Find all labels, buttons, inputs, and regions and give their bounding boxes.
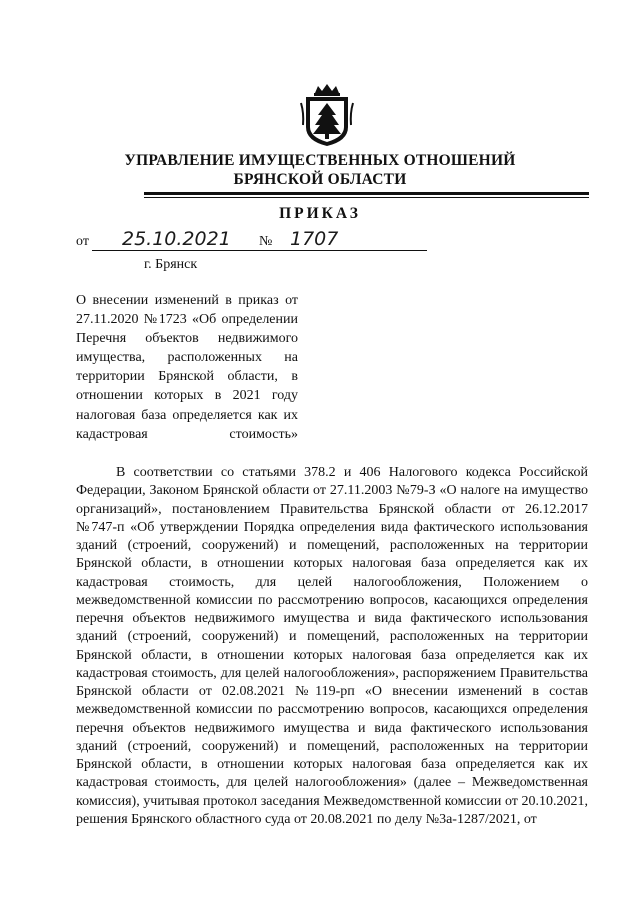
organization-name-line1: УПРАВЛЕНИЕ ИМУЩЕСТВЕННЫХ ОТНОШЕНИЙ: [124, 152, 516, 169]
date-handwritten: 25.10.2021: [122, 228, 231, 250]
number-label: №: [259, 234, 273, 249]
document-type-title: ПРИКАЗ: [279, 205, 361, 222]
coat-of-arms-icon: [298, 83, 356, 147]
order-subject: О внесении изменений в приказ от 27.11.2020 №1723 «Об определении Перечня объектов недвижимого имущества, расположенных на территории Брянской области, в отношении которых в 2021 году налоговая база определяется как их кадастровая стоимость»: [76, 293, 298, 442]
city-name: г. Брянск: [144, 257, 198, 272]
order-body-text: В соответствии со статьями 378.2 и 406 Налогового кодекса Российской Федерации, Законом Брянской области от 27.11.2003 №79-З «О налоге на имущество организаций», постановлением Правительства Брянской области от 26.12.2017 №747-п «Об утверждении Порядка определения вида фактического использования зданий (строений, сооружений) и помещений, расположенных на территории Брянской области, в отношении которых налоговая база определяется как их кадастровая стоимость, для целей налогообложения, Положением о межведомственной комиссии по рассмотрению вопросов, касающихся определения перечня объектов недвижимого имущества и вида фактического использования зданий (строений, сооружений) и помещений, расположенных на территории Брянской области, в отношении которых налоговая база определяется как их кадастровая стоимость, для целей налогообложения», распоряжением Правительства Брянской области от 02.08.2021 №119-рп «О внесении изменений в состав межведомственной комиссии по рассмотрению вопросов, касающихся определения перечня объектов недвижимого имущества и вида фактического использования зданий (строений, сооружений) и помещений, расположенных на территории Брянской области, в отношении которых налоговая база определяется как их кадастровая стоимость, для целей налогообложения» (далее – Межведомственная комиссия), учитывая протокол заседания Межведомственной комиссии от 20.10.2021, решения Брянского областного суда от 20.08.2021 по делу №3а-1287/2021, от: [76, 465, 588, 827]
number-underline: [281, 250, 427, 251]
date-label: от: [76, 234, 89, 249]
header-divider-thick: [144, 192, 589, 195]
number-handwritten: 1707: [290, 228, 339, 250]
organization-name-line2: БРЯНСКОЙ ОБЛАСТИ: [233, 171, 407, 188]
header-divider-thin: [144, 197, 589, 198]
